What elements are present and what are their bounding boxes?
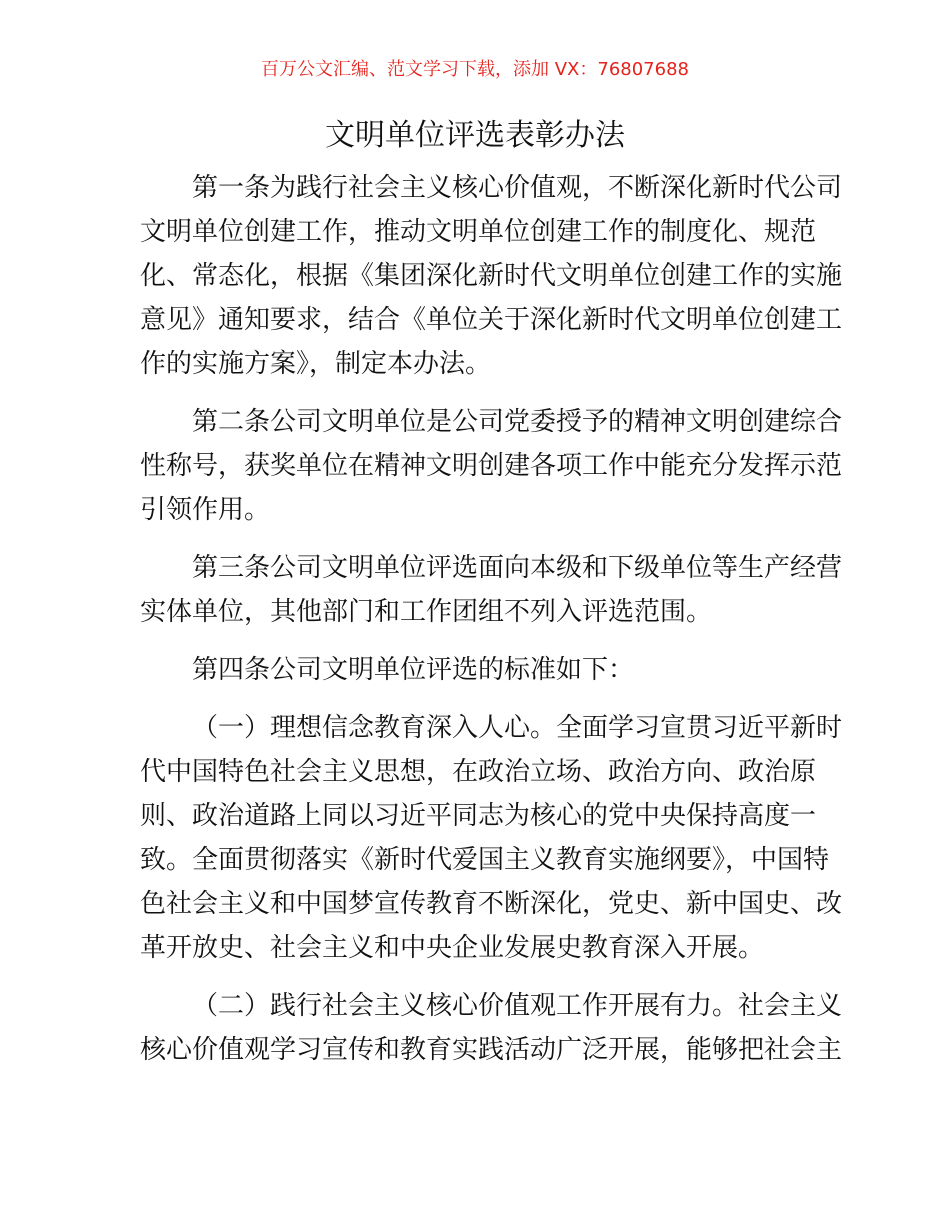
- text-line: 第三条公司文明单位评选面向本级和下级单位等生产经营: [192, 553, 843, 583]
- paragraph-3: [140, 546, 843, 634]
- text-line: 化、常态化，根据《集团深化新时代文明单位创建工作的实施: [140, 261, 843, 291]
- text-line: 代中国特色社会主义思想，在政治立场、政治方向、政治原: [140, 757, 817, 787]
- text-line: 革开放史、社会主义和中央企业发展史教育深入开展。: [140, 933, 765, 963]
- text-line: 第一条为践行社会主义核心价值观，不断深化新时代公司: [192, 173, 843, 203]
- text-line: 意见》通知要求，结合《单位关于深化新时代文明单位创建工: [140, 305, 843, 335]
- paragraph-4: [140, 648, 810, 692]
- text-line: 第四条公司文明单位评选的标准如下：: [192, 655, 635, 685]
- text-line: 则、政治道路上同以习近平同志为核心的党中央保持高度一: [140, 801, 817, 831]
- text-line: 色社会主义和中国梦宣传教育不断深化，党史、新中国史、改: [140, 889, 843, 919]
- paragraph-5: [140, 706, 843, 970]
- download-banner: 百万公文汇编、范文学习下载，添加 VX：76807688: [261, 59, 689, 80]
- paragraph-2: [140, 400, 843, 532]
- text-line: （二）践行社会主义核心价值观工作开展有力。社会主义: [192, 991, 843, 1021]
- text-line: 性称号，获奖单位在精神文明创建各项工作中能充分发挥示范: [140, 451, 843, 481]
- document-body: [140, 166, 843, 1086]
- text-line: （一）理想信念教育深入人心。全面学习宣贯习近平新时: [192, 713, 843, 743]
- text-line: 作的实施方案》，制定本办法。: [140, 349, 492, 379]
- text-line: 文明单位创建工作，推动文明单位创建工作的制度化、规范: [140, 217, 817, 247]
- text-line: 核心价值观学习宣传和教育实践活动广泛开展，能够把社会主: [140, 1035, 843, 1065]
- paragraph-6: [140, 984, 843, 1072]
- text-line: 实体单位，其他部门和工作团组不列入评选范围。: [140, 597, 713, 627]
- text-line: 引领作用。: [140, 495, 271, 525]
- text-line: 第二条公司文明单位是公司党委授予的精神文明创建综合: [192, 407, 843, 437]
- document-title: 文明单位评选表彰办法: [325, 118, 625, 153]
- text-line: 致。全面贯彻落实《新时代爱国主义教育实施纲要》，中国特: [140, 845, 830, 875]
- paragraph-1: [140, 166, 843, 386]
